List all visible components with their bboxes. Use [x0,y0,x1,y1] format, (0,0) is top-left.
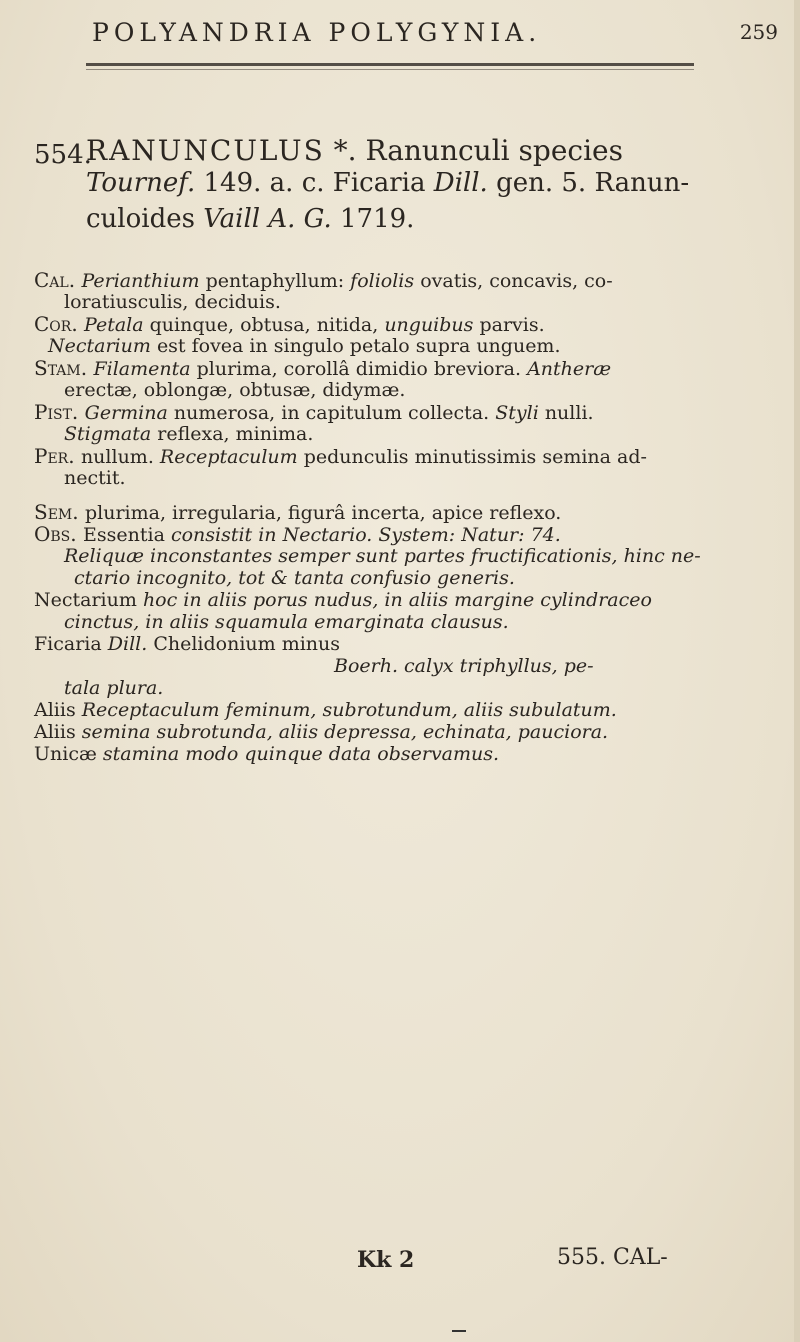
description-line [334,656,594,677]
line-italic: Reliquæ inconstantes semper sunt partes fructificationis, hinc ne- [64,545,701,567]
line-text-2: parvis. [479,314,545,336]
line-text: Ficaria [34,633,108,655]
line-text: Aliis [34,721,82,743]
line-label: Per. [34,444,81,468]
line-text: plurima, irregularia, figurâ incerta, apice reflexo. [84,502,562,524]
line-italic: cinctus, in aliis squamula emarginata clausus. [64,611,509,633]
description-line [74,568,515,589]
line-text: Aliis [34,699,82,721]
description-line [64,380,405,401]
page-header [86,14,778,54]
line-text: Nectarium [34,589,143,611]
line-label: Cor. [34,312,85,336]
author-tournef: Tournef. [86,168,196,198]
line-text-2: Chelidonium minus [153,633,341,655]
entry-line-2-b: 149. a. c. Ficaria [203,168,426,198]
line-label: Stam. [34,356,94,380]
line-text: Unicæ [34,743,103,765]
description-line [34,270,613,292]
line-italic-2: consistit in Nectario. System: Natur: 74. [170,524,561,546]
line-italic-2: Antheræ [527,358,612,380]
line-text: plurima, corollâ dimidio breviora. [196,358,528,380]
line-italic-2: semina subrotunda, aliis depressa, echinata, pauciora. [81,721,609,743]
line-italic: Boerh. calyx triphyllus, pe- [334,655,594,677]
line-text-2: pedunculis minutissimis semina ad- [303,446,647,468]
line-italic: Petala [84,314,150,336]
line-text: quinque, obtusa, nitida, [149,314,385,336]
line-text-2: ovatis, concavis, co- [420,270,613,292]
line-italic: Stigmata [64,423,158,445]
line-text: pentaphyllum: [205,270,351,292]
line-text: numerosa, in capitulum collecta. [173,402,496,424]
line-text: erectæ, oblongæ, obtusæ, didymæ. [64,379,406,401]
description-line [34,314,545,336]
line-italic-2: stamina modo quinque data observamus. [102,743,500,765]
line-italic: tala plura. [64,677,164,699]
genus-mark: *. [333,134,357,167]
line-label: Cal. [34,268,82,292]
line-text-2: nulli. [544,402,594,424]
entry-line-2-d: gen. 5. Ranun- [496,168,690,198]
description-line [48,336,561,357]
line-text: Essentia [83,524,171,546]
description-line [34,744,499,765]
catchword: 555. CAL- [557,1245,668,1270]
line-italic: Nectarium [48,335,157,357]
line-italic: Perianthium [81,270,206,292]
description-line [64,292,281,313]
description-line [64,678,163,699]
line-italic: Filamenta [93,358,197,380]
description-line [34,634,340,655]
author-vaill: Vaill A. G. [203,204,332,234]
line-italic: Germina [84,402,174,424]
line-text: loratiusculis, deciduis. [64,291,281,313]
entry-line-3-c: 1719. [340,204,415,234]
description-line [34,524,561,546]
genus-name: RANUNCULUS [86,134,325,167]
entry-line-1-rest: Ranunculi species [365,134,623,167]
entry-line-1 [86,134,623,167]
page-number: 259 [739,20,778,44]
entry-line-2 [86,168,689,198]
description-line [64,612,509,633]
entry-line-3-a: culoides [86,204,195,234]
description-line [34,358,611,380]
line-italic-2: Receptaculum [159,446,304,468]
description-line [64,468,126,489]
header-rule [86,63,694,66]
line-text: est fovea in singulo petalo supra unguem. [156,335,561,357]
line-label: Obs. [34,522,83,546]
line-italic-2: Receptaculum feminum, subrotundum, aliis subulatum. [81,699,617,721]
line-text: reflexa, minima. [157,423,314,445]
description-line [34,590,652,611]
line-italic-2: hoc in aliis porus nudus, in aliis margine cylindraceo [142,589,652,611]
line-italic-2: Styli [495,402,545,424]
description-line [34,446,647,468]
line-label: Sem. [34,500,85,524]
running-title: POLYANDRIA POLYGYNIA. [92,18,542,47]
description-line [34,402,594,424]
entry-number: 554. [34,140,92,170]
entry-line-3 [86,204,414,234]
author-dill: Dill. [433,168,488,198]
header-rule-thin [86,69,694,70]
line-italic-2: unguibus [384,314,480,336]
line-italic-2: Dill. [107,633,154,655]
description-line [64,424,313,445]
description-line [34,502,561,524]
description-line [34,722,608,743]
line-text: nectit. [64,467,126,489]
description-line [34,700,617,721]
signature-mark: Kk 2 [357,1247,415,1273]
description-line [64,546,701,567]
page-mark [452,1330,466,1332]
line-italic-2: foliolis [350,270,421,292]
line-italic: ctario incognito, tot & tanta confusio generis. [74,567,515,589]
line-text: nullum. [80,446,160,468]
page-edge [794,0,800,1342]
line-label: Pist. [34,400,85,424]
